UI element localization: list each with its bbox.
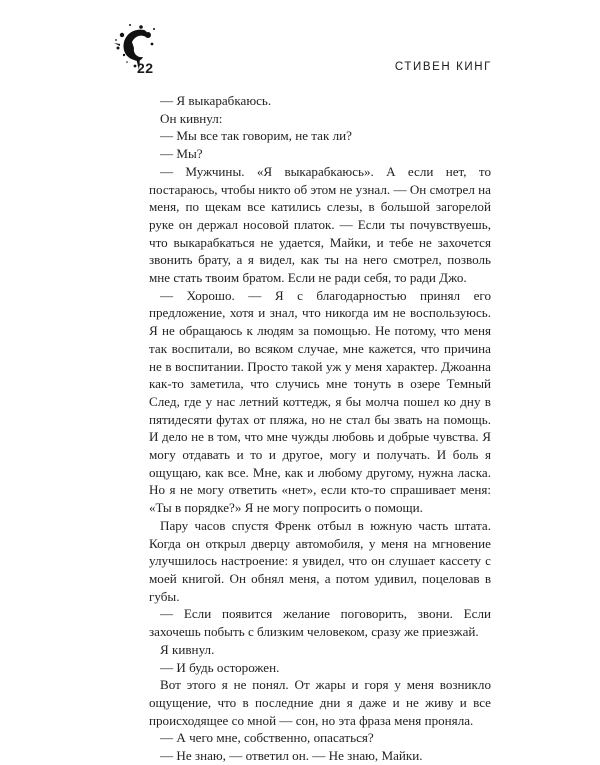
paragraph: — Мы все так говорим, не так ли?	[160, 128, 352, 144]
paragraph: — Хорошо. — Я с благодарностью принял его предложение, хотя и знал, что никогда им не воспользуюсь. Я не обращаюсь к людям за помощью. Не потому, что меня так воспитали, во всяком случае, мне кажется, что причина не в воспитании. Просто такой уж у меня характер. Джоанна как-то заметила, что случись мне тонуть в озере Темный След, где у нас летний коттедж, я бы молча пошел ко дну в пятидесяти футах от пляжа, но не стал бы звать на помощь. И дело не в том, что мне чужды любовь и добрые чувства. Я могу отдавать и то и другое, могу и получать. И боль я ощущаю, как все. Мне, как и любому другому, нужна ласка. Но я не могу ответить «нет», если кто-то спрашивает меня: «Ты в порядке?» Я не могу попросить о помощи.	[149, 287, 491, 516]
paragraph: Пару часов спустя Френк отбыл в южную часть штата. Когда он открыл дверцу автомобиля, у меня на мгновение улучшилось настроение: я увидел, что он слушает кассету с моей книгой. Он обнял меня, а потом удивил, поцеловав в губы.	[149, 517, 491, 604]
paragraph: — Если появится желание поговорить, звони. Если захочешь побыть с близким человеком, сразу же приезжай.	[149, 606, 491, 640]
running-head-author: СТИВЕН КИНГ	[394, 61, 492, 73]
paragraph: — А чего мне, собственно, опасаться?	[160, 730, 374, 746]
paragraph: Я кивнул.	[160, 641, 215, 657]
page-number: 22	[137, 60, 154, 76]
paragraph: Он кивнул:	[160, 110, 223, 126]
paragraph: — И будь осторожен.	[160, 659, 280, 675]
paragraph: — Мы?	[160, 146, 203, 162]
paragraph: — Не знаю, — ответил он. — Не знаю, Майки.	[160, 748, 423, 764]
paragraph: — Я выкарабкаюсь.	[160, 93, 272, 108]
body-text	[149, 92, 491, 765]
paragraph: Вот этого я не понял. От жары и горя у меня возникло ощущение, что в последние дни я даже и не живу и все происходящее со мной — сон, но эта фраза меня проняла.	[149, 677, 491, 728]
page-header	[0, 0, 600, 90]
paragraph: — Мужчины. «Я выкарабкаюсь». А если нет, то постараюсь, чтобы никто об этом не узнал. — Он смотрел на меня, по щекам все катились слезы, в большой загорелой руке он держал носовой платок. — Если ты почувствуешь, что выкарабкаться не удается, Майки, и тебе не захочется звонить брату, а я видел, как ты на него смотрел, позволь мне стать твоим братом. Если не ради себя, то ради Джо.	[149, 163, 491, 286]
